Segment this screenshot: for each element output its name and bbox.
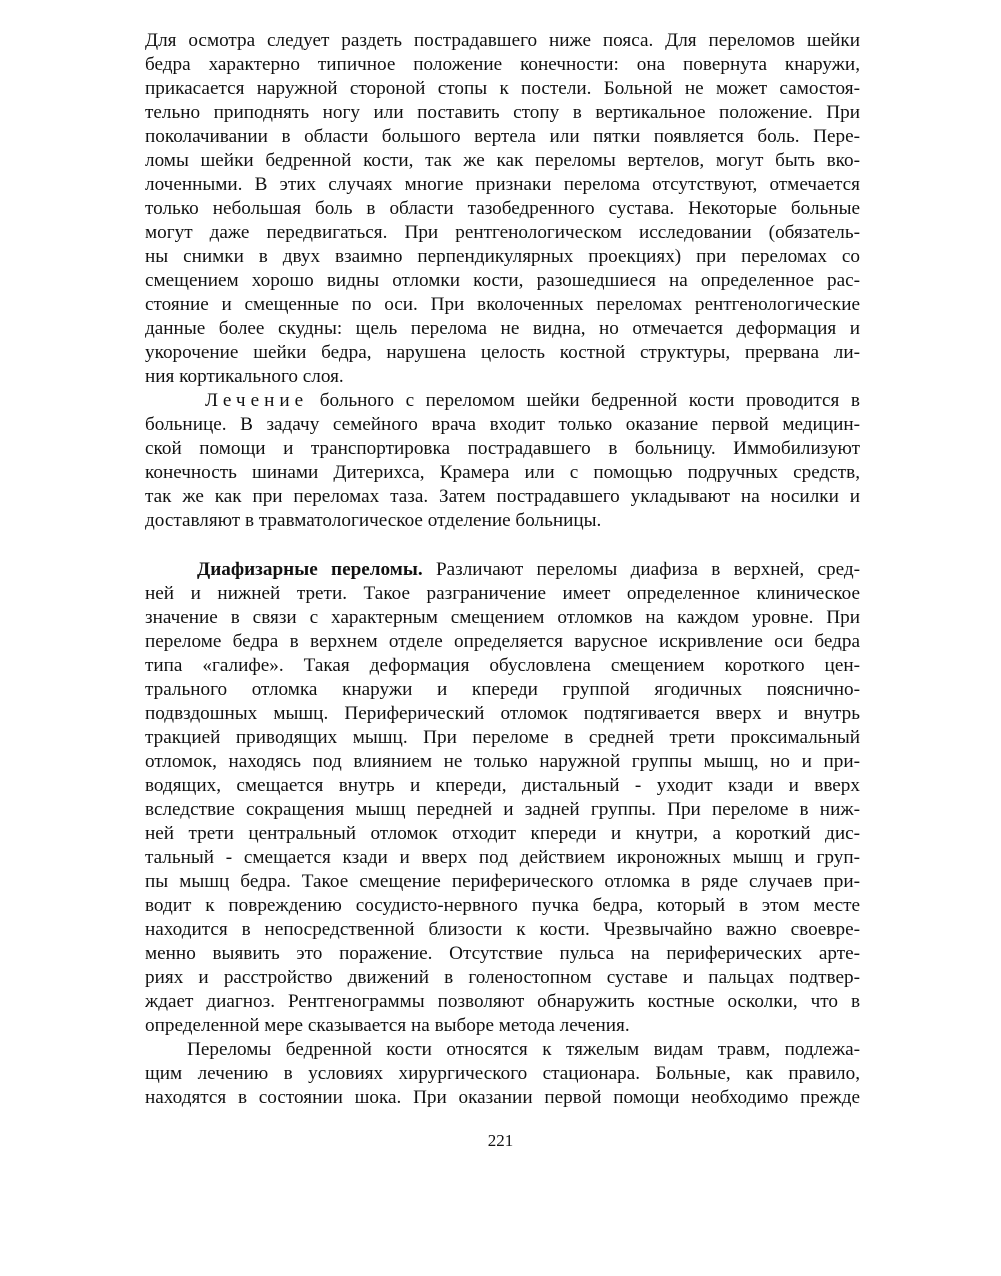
text-line: ждает диагноз. Рентгенограммы позволяют обнаружить костные осколки, что в (145, 991, 860, 1012)
text-line: ны снимки в двух взаимно перпендикулярных проекциях) при переломах со (145, 246, 860, 267)
text-line: трального отломка кнаружи и кпереди группой ягодичных пояснично- (145, 679, 860, 700)
line-text: больного с переломом шейки бедренной кости проводится в (308, 390, 860, 411)
text-line: ской помощи и транспортировка пострадавшего в больницу. Иммобилизуют (145, 438, 860, 459)
text-line: тельно приподнять ногу или поставить стопу в вертикальное положение. При (145, 102, 860, 123)
text-line: только небольшая боль в области тазобедренного сустава. Некоторые больные (145, 198, 860, 219)
text-line: водит к повреждению сосудисто-нервного пучка бедра, который в этом месте (145, 895, 860, 916)
text-line: находятся в состоянии шока. При оказании первой помощи необходимо прежде (145, 1087, 860, 1108)
text-line: риях и расстройство движений в голеностопном суставе и пальцах подтвер- (145, 967, 860, 988)
text-line: типа «галифе». Такая деформация обусловлена смещением короткого цен- (145, 655, 860, 676)
text-line: доставляют в травматологическое отделение больницы. (145, 510, 602, 531)
page-number: 221 (487, 1131, 514, 1150)
text-line: отломок, находясь под влиянием не только наружной группы мышц, но и при- (145, 751, 860, 772)
text-line: ломы шейки бедренной кости, так же как переломы вертелов, могут быть вко- (145, 150, 860, 171)
paragraph-hip-neck-exam (145, 29, 860, 389)
text-line: Переломы бедренной кости относятся к тяжелым видам травм, подлежа- (187, 1039, 860, 1060)
text-line: стояние и смещенные по оси. При вколоченных переломах рентгенологические (145, 294, 860, 315)
text-line (145, 389, 860, 413)
text-line: укорочение шейки бедра, нарушена целость костной структуры, прервана ли- (145, 342, 860, 363)
document-page (145, 29, 860, 1110)
text-line: значение в связи с характерным смещением отломков на каждом уровне. При (145, 607, 860, 628)
text-line: конечность шинами Дитерихса, Крамера или с помощью подручных средств, (145, 462, 860, 483)
text-line: могут даже передвигаться. При рентгенологическом исследовании (обязатель- (145, 222, 860, 243)
text-line: щим лечению в условиях хирургического стационара. Больные, как правило, (145, 1063, 860, 1084)
text-line: лоченными. В этих случаях многие признаки перелома отсутствуют, отмечается (145, 174, 860, 195)
text-line: ния кортикального слоя. (145, 366, 344, 387)
text-line: поколачивании в области большого вертела или пятки появляется боль. Пере- (145, 126, 860, 147)
text-line: вследствие сокращения мышц передней и задней группы. При переломе в ниж- (145, 799, 860, 820)
text-line: так же как при переломах таза. Затем пострадавшего укладывают на носилки и (145, 486, 860, 507)
text-line: тальный - смещается кзади и вверх под действием икроножных мышц и груп- (145, 847, 860, 868)
text-line: Для осмотра следует раздеть пострадавшего ниже пояса. Для переломов шейки (145, 30, 860, 51)
text-line: менно выявить это поражение. Отсутствие пульса на периферических арте- (145, 943, 860, 964)
text-line: данные более скудны: щель перелома не видна, но отмечается деформация и (145, 318, 860, 339)
text-line: смещением хорошо видны отломки кости, разошедшиеся на определенное рас- (145, 270, 860, 291)
text-line: переломе бедра в верхнем отделе определяется варусное искривление оси бедра (145, 631, 860, 652)
paragraph-femur-fractures (145, 1038, 860, 1110)
section-heading: Диафизарные переломы. (197, 559, 423, 580)
text-line: находится в непосредственной близости к кости. Чрезвычайно важно своевре- (145, 919, 860, 940)
paragraph-diaphyseal-fractures (145, 558, 860, 1038)
paragraph-treatment (145, 389, 860, 533)
text-line (145, 558, 860, 582)
text-line: ней трети центральный отломок отходит кпереди и кнутри, а короткий дис- (145, 823, 860, 844)
text-line: определенной мере сказывается на выборе метода лечения. (145, 1015, 630, 1036)
spaced-emphasis-word: Лечение (205, 390, 309, 411)
text-line: бедра характерно типичное положение конечности: она повернута кнаружи, (145, 54, 860, 75)
text-line: тракцией приводящих мышц. При переломе в средней трети проксимальный (145, 727, 860, 748)
line-text: Различают переломы диафиза в верхней, сред- (422, 559, 860, 580)
text-line: ней и нижней трети. Такое разграничение имеет определенное клиническое (145, 583, 860, 604)
text-line: прикасается наружной стороной стопы к постели. Больной не может самостоя- (145, 78, 860, 99)
text-line: подвздошных мышц. Периферический отломок подтягивается вверх и внутрь (145, 703, 860, 724)
text-line: пы мышц бедра. Такое смещение периферического отломка в ряде случаев при- (145, 871, 860, 892)
text-line: больнице. В задачу семейного врача входит только оказание первой медицин- (145, 414, 860, 435)
text-line: водящих, смещается внутрь и кпереди, дистальный - уходит кзади и вверх (145, 775, 860, 796)
paragraph-gap (145, 533, 860, 558)
